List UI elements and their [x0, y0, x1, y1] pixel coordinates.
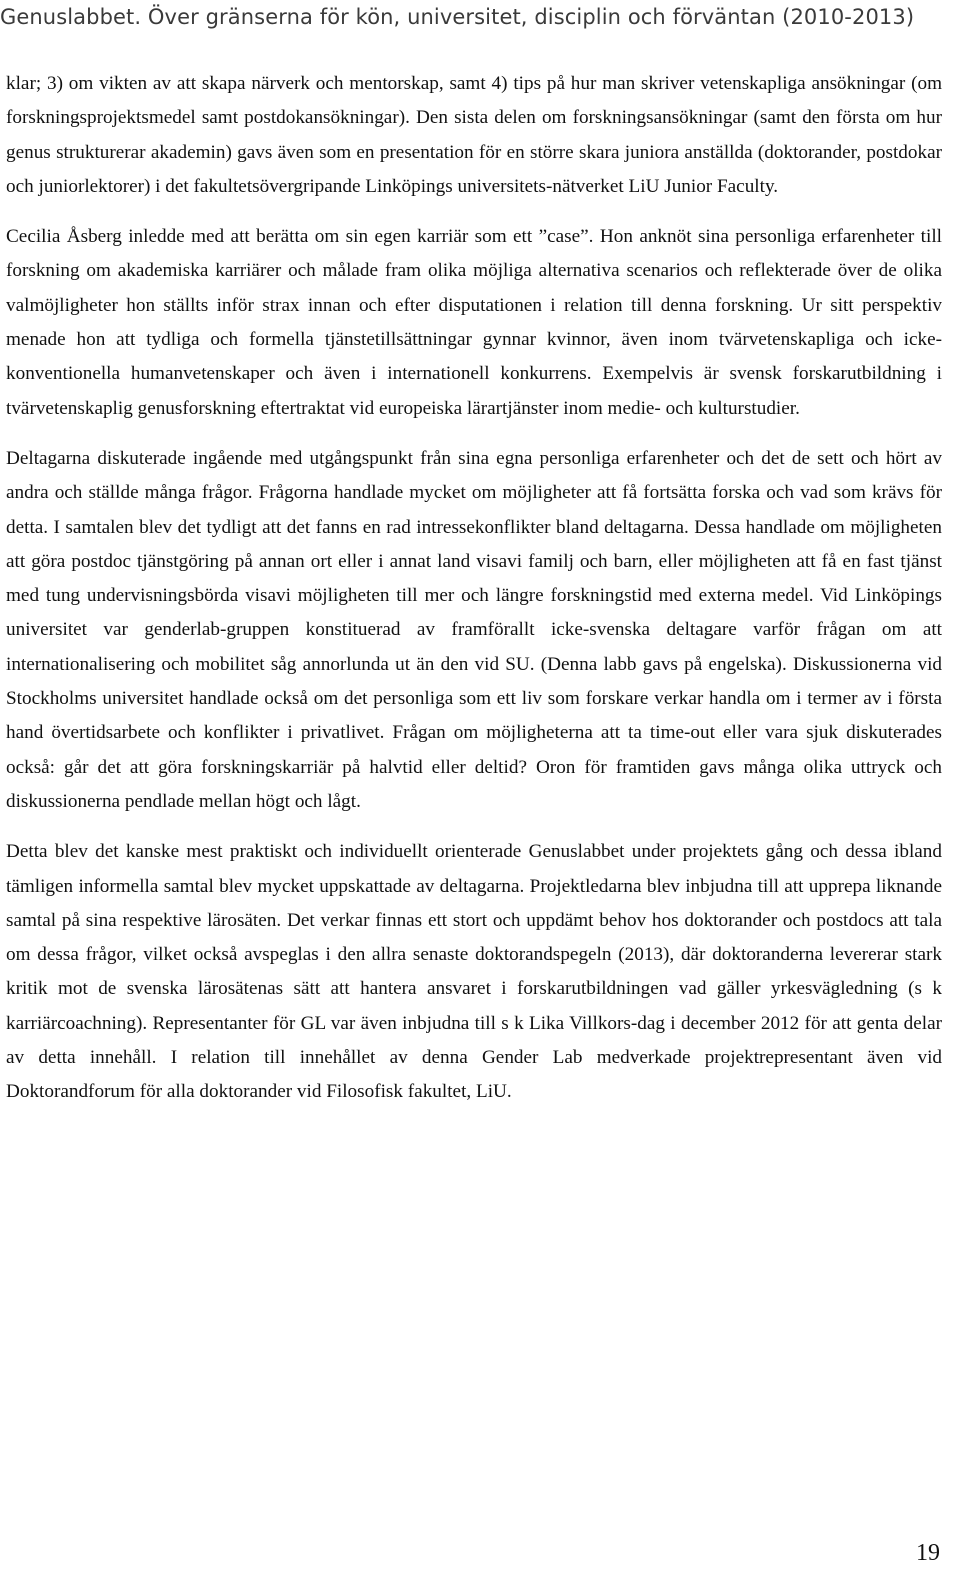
body-text: [6, 67, 942, 1110]
paragraph-1: klar; 3) om vikten av att skapa närverk och mentorskap, samt 4) tips på hur man skriver vetenskapliga ansökningar (om forskningsprojektsmedel samt postdokansökningar). Den sista delen om forskningsansökningar (samt den första om hur genus strukturerar akademin) gavs även som en presentation för en större skara juniora anställda (doktorander, postdokar och juniorlektorer) i det fakultetsövergripande Linköpings universitets-nätverket LiU Junior Faculty.: [6, 73, 942, 197]
paragraph-2: Cecilia Åsberg inledde med att berätta om sin egen karriär som ett ”case”. Hon anknöt sina personliga erfarenheter till forskning om akademiska karriärer och målade fram olika möjliga alternativa scenarios och reflekterade över de olika valmöjligheter hon ställts inför strax innan och efter disputationen i relation till denna forskning. Ur sitt perspektiv menade hon att tydliga och formella tjänstetillsättningar gynnar kvinnor, även inom tvärvetenskapliga och icke-konventionella humanvetenskaper och även i internationell konkurrens. Exempelvis är svensk forskarutbildning i tvärvetenskaplig genusforskning eftertraktat vid europeiska lärartjänster inom medie- och kulturstudier.: [6, 226, 942, 419]
page-number: 19: [916, 1540, 940, 1566]
running-header: Genuslabbet. Över gränserna för kön, universitet, disciplin och förväntan (2010-2013): [0, 5, 915, 29]
paragraph-3: Deltagarna diskuterade ingående med utgångspunkt från sina egna personliga erfarenheter och det de sett och hört av andra och ställde många frågor. Frågorna handlade mycket om möjligheter att få fortsätta forska och vad som krävs för detta. I samtalen blev det tydligt att det fanns en rad intressekonflikter bland deltagarna. Dessa handlade om möjligheten att göra postdoc tjänstgöring på annan ort eller i annat land visavi familj och barn, eller möjligheten att få en fast tjänst med tung undervisningsbörda visavi möjligheten till mer och längre forskningstid med externa medel. Vid Linköpings universitet var genderlab-gruppen konstituerad av framförallt icke-svenska deltagare varför frågan om att internationalisering och mobilitet såg annorlunda ut än den vid SU. (Denna labb gavs på engelska). Diskussionerna vid Stockholms universitet handlade också om det personliga som ett liv som forskare verkar handla om i termer av i första hand övertidsarbete och konflikter i privatlivet. Frågan om möjligheterna att ta time-out eller vara sjuk diskuterades också: går det att göra forskningskarriär på halvtid eller deltid? Oron för framtiden gavs många olika uttryck och diskussionerna pendlade mellan högt och lågt.: [6, 447, 942, 812]
paragraph-4: Detta blev det kanske mest praktiskt och individuellt orienterade Genuslabbet under projektets gång och dessa ibland tämligen informella samtal blev mycket uppskattade av deltagarna. Projektledarna blev inbjudna till att upprepa liknande samtal på sina respektive lärosäten. Det verkar finnas ett stort och uppdämt behov hos doktorander och postdocs att tala om dessa frågor, vilket också avspeglas i den allra senaste doktorandspegeln (2013), där doktoranderna levererar stark kritik mot de svenska lärosätenas sätt att hantera ansvaret i forskarutbildningen vad gäller yrkesvägledning (s k karriärcoachning). Representanter för GL var även inbjudna till s k Lika Villkors-dag i december 2012 för att genta delar av detta innehåll. I relation till innehållet av denna Gender Lab medverkade projektrepresentant även vid Doktorandforum för alla doktorander vid Filosofisk fakultet, LiU.: [6, 841, 942, 1103]
